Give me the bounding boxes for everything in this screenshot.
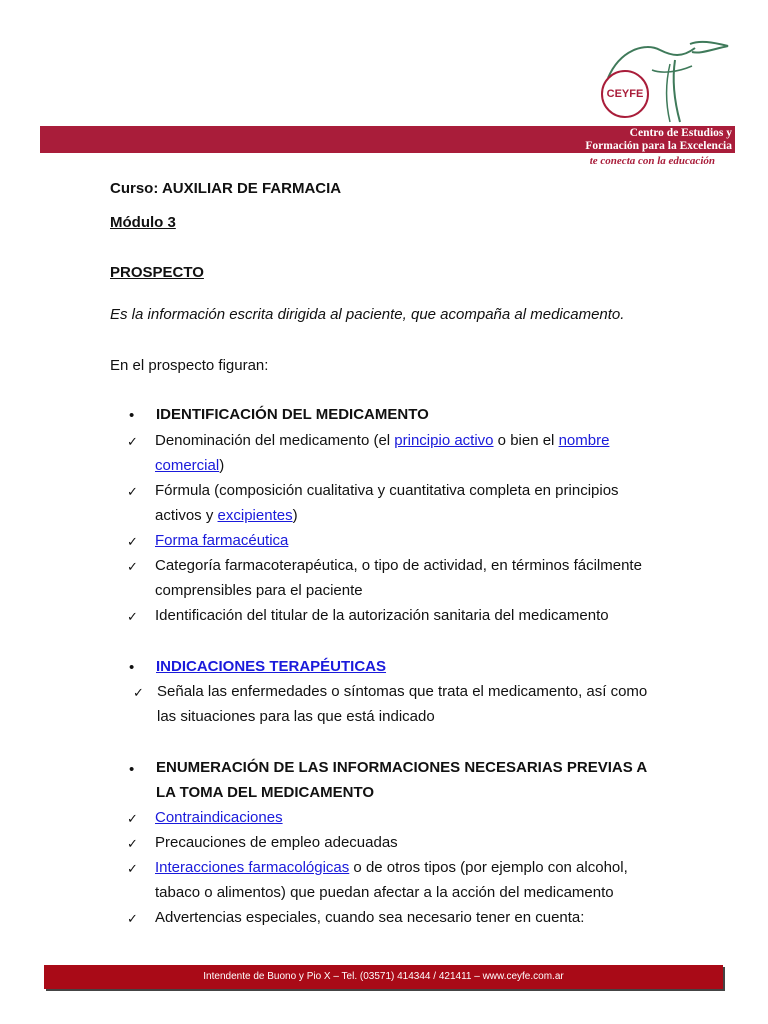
list-item — [155, 478, 665, 528]
check-icon: ✓ — [127, 559, 138, 574]
tagline: te conecta con la educación — [589, 155, 715, 167]
list-item: Identificación del titular de la autorización sanitaria del medicamento — [155, 607, 609, 624]
section-heading: PROSPECTO — [110, 264, 204, 281]
item-text: Denominación del medicamento (el — [155, 432, 395, 449]
bullet-icon: • — [129, 407, 135, 424]
list-item: Categoría farmacoterapéutica, o tipo de actividad, en términos fácilmente comprensibles para el paciente — [155, 557, 642, 599]
intro-text: En el prospecto figuran: — [110, 357, 269, 374]
footer-contact: Intendente de Buono y Pio X – Tel. (03571) 414344 / 421411 – www.ceyfe.com.ar — [203, 971, 564, 982]
check-icon: ✓ — [127, 811, 138, 826]
item-text: ) — [292, 507, 298, 524]
organization-name — [552, 127, 732, 153]
course-title: Curso: AUXILIAR DE FARMACIA — [110, 180, 342, 197]
bullet-icon: • — [129, 659, 135, 676]
check-icon: ✓ — [127, 534, 138, 549]
logo-badge: CEYFE — [601, 70, 649, 118]
item-text: o de otros tipos (por ejemplo con alcohol, tabaco o alimentos) que puedan afectar a la acción del medicamento — [155, 859, 628, 901]
excipientes-link[interactable]: excipientes — [217, 507, 293, 524]
item-text: ) — [219, 457, 225, 474]
check-icon: ✓ — [127, 434, 138, 449]
indicaciones-heading — [156, 658, 386, 675]
check-icon: ✓ — [127, 484, 138, 499]
list-item — [155, 528, 665, 553]
list-item: Precauciones de empleo adecuadas — [155, 834, 398, 851]
list-item — [155, 805, 665, 830]
item-text: Fórmula (composición cualitativa y cuantitativa completa en principios activos y — [155, 482, 619, 524]
bullet-icon: • — [129, 761, 135, 778]
principio-activo-link[interactable]: principio activo — [394, 432, 494, 449]
check-icon: ✓ — [127, 609, 138, 624]
org-name-line-2: Formación para la Excelencia — [585, 140, 732, 152]
interacciones-link[interactable]: Interacciones farmacológicas — [155, 859, 350, 876]
item-text: o bien el — [493, 432, 559, 449]
footer-bar — [44, 965, 723, 989]
list-item: Advertencias especiales, cuando sea necesario tener en cuenta: — [155, 909, 585, 926]
check-icon: ✓ — [127, 911, 138, 926]
identification-heading: IDENTIFICACIÓN DEL MEDICAMENTO — [156, 406, 429, 423]
check-icon: ✓ — [133, 685, 144, 700]
list-item — [155, 428, 665, 478]
list-item: Señala las enfermedades o síntomas que trata el medicamento, así como las situaciones para las que está indicado — [157, 683, 648, 725]
org-name-line-1: Centro de Estudios y — [629, 127, 732, 139]
list-item — [155, 855, 665, 905]
module-title: Módulo 3 — [110, 214, 176, 231]
definition-text: Es la información escrita dirigida al paciente, que acompaña al medicamento. — [110, 306, 625, 323]
nombre-comercial-link[interactable]: nombre comercial — [155, 432, 610, 474]
enumeracion-heading: ENUMERACIÓN DE LAS INFORMACIONES NECESARIAS PREVIAS A LA TOMA DEL MEDICAMENTO — [156, 759, 647, 801]
contraindicaciones-link[interactable]: Contraindicaciones — [155, 809, 283, 826]
check-icon: ✓ — [127, 836, 138, 851]
forma-farmaceutica-link[interactable]: Forma farmacéutica — [155, 532, 289, 549]
indicaciones-link[interactable]: INDICACIONES TERAPÉUTICAS — [156, 658, 387, 675]
check-icon: ✓ — [127, 861, 138, 876]
